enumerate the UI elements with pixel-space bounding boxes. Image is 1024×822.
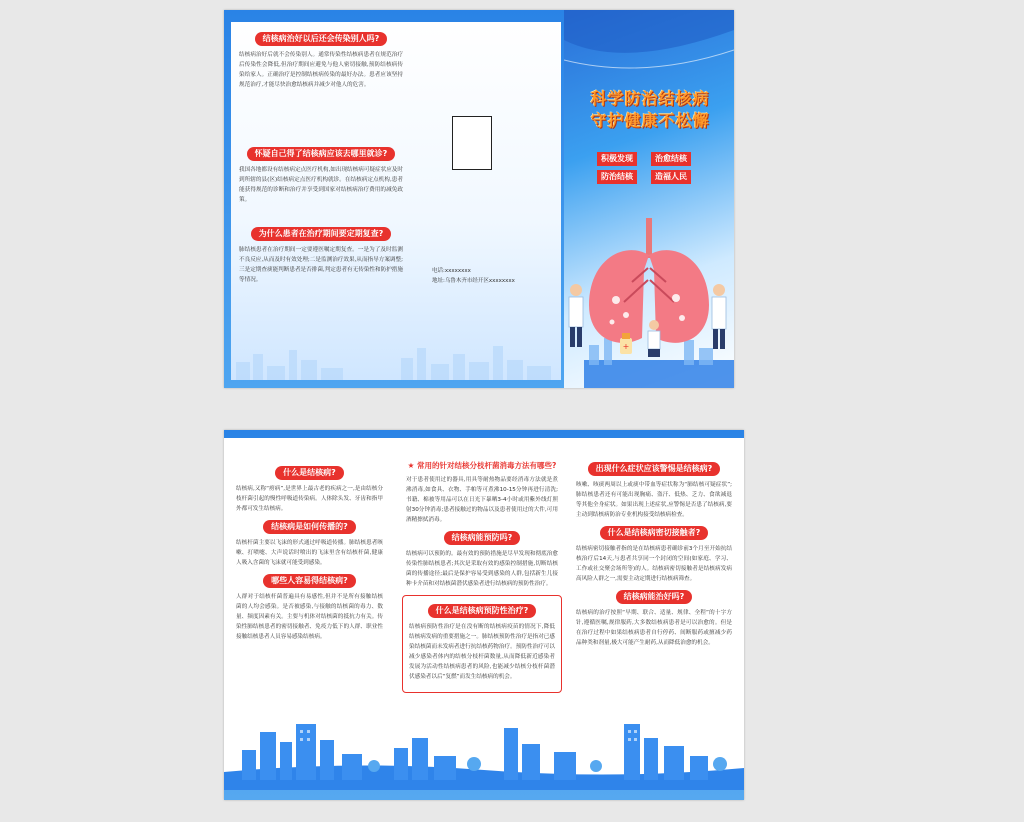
cover-title-line1: 科学防治结核病 bbox=[590, 89, 710, 108]
section-body: 对于患者使用过的器具,用具等耐热物品要经消毒方法就是煮沸消毒,如食具、衣物、手帕等可煮沸10-15分钟再进行清洗;书籍、棉被等用品可以在日光下暴晒3-4小时或用紫外线灯照射30分钟消毒;患者接触过的物品以及患者使用过的大件,可用酒精擦拭消毒。 bbox=[406, 477, 558, 523]
faq-how-spread bbox=[232, 520, 387, 568]
outside-left-panel bbox=[224, 10, 564, 388]
inside-content bbox=[224, 438, 744, 790]
cover-tag: 治愈结核 bbox=[651, 152, 691, 166]
section-body: 结核病的治疗按照“早期、联合、适量、规律、全程”的十字方针,遵循医嘱,规律服药,大多数结核病患者是可以治愈的。但是在治疗过程中如果结核病患者自行停药、间断服药或擅减少药品种类和剂量,极大可能产生耐药,从而降低治愈的机会。 bbox=[576, 610, 732, 646]
qr-code-placeholder bbox=[452, 116, 492, 170]
section-title: 怀疑自己得了结核病应该去哪里就诊? bbox=[247, 147, 396, 161]
section-title: 什么是结核病预防性治疗? bbox=[428, 604, 537, 618]
outside-left-content bbox=[231, 22, 561, 380]
section-title: 出现什么症状应该警惕是结核病? bbox=[588, 462, 721, 476]
star-icon: ★ bbox=[407, 461, 415, 470]
city-skyline-faint bbox=[231, 340, 561, 380]
svg-text:+: + bbox=[622, 342, 630, 351]
cover-wave-decoration bbox=[564, 10, 734, 80]
contact-address: 地址:乌鲁木齐市经开区xxxxxxxx bbox=[432, 278, 515, 284]
section-body: 结核病治好后就不会传染别人。通常传染性结核病患者在规范治疗后传染性会降低,但治疗期间应避免与他人密切接触,预防结核病传染给家人。正确治疗是控制结核病传染的最好办法。患者应该坚持规范治疗,才能尽快治愈结核病并减少对他人的危害。 bbox=[239, 52, 403, 88]
section-title: 常用的针对结核分枝杆菌消毒方法有哪些? bbox=[417, 461, 557, 470]
faq-who-susceptible bbox=[232, 574, 387, 642]
faq-where-to-visit bbox=[231, 147, 411, 213]
faq-symptoms bbox=[572, 462, 736, 520]
cover-tag: 防治结核 bbox=[597, 170, 637, 184]
section-body: 结核病预防性治疗是在没有断的结核病疫苗的情况下,降低结核病发病的重要措施之一。肺结核预防性治疗是指对已感染结核菌而未发病者进行抗结核药物治疗。预防性治疗可以减少感染者体内的结核分枝杆菌数量,从而降低新近感染者发展为活动性结核病患者的风险,也能减少结核分枝杆菌潜伏感染者以后“复燃”而发生结核病的机会。 bbox=[409, 624, 555, 680]
section-body: 结核病,又称“痨病”,是世界上最古老的疾病之一,是由结核分枝杆菌引起的慢性呼吸道传染病。人体除头发、牙齿和指甲外都可发生结核病。 bbox=[236, 486, 383, 512]
section-title: 什么是结核病密切接触者? bbox=[600, 526, 709, 540]
section-body: 结核病可以预防的。最有效的预防措施是尽早发现和彻底治愈传染性肺结核患者;其次是采取有效的感染控制措施,切断结核菌的传播途径;最后是保护容易受到感染的人群,包括新生儿接种卡介苗和对结核菌潜伏感染者进行结核病的预防性治疗。 bbox=[406, 551, 558, 587]
section-body: 人群对于结核杆菌普遍具有易感性,但并不是所有接触结核菌的人均会感染。是否被感染,与接触的结核菌的毒力、数量、频度因素有关。主要与机体对结核菌的抵抗力有关。传染性肺结核患者的密切接触者、免疫力低下的人群、职业性接触结核患者人员容易感染结核病。 bbox=[236, 594, 383, 640]
faq-cured-contagious bbox=[231, 32, 411, 98]
contact-info bbox=[432, 266, 515, 286]
inside-column-1 bbox=[232, 460, 387, 648]
faq-close-contact bbox=[572, 526, 736, 584]
cover-title-line2: 守护健康不松懈 bbox=[590, 111, 710, 130]
faq-preventive-treatment bbox=[402, 595, 562, 693]
section-body: 我国各地都设有结核病定点医疗机构,如出现结核病可疑症状应及时到所辖的县(区)结核病定点医疗机构就诊。在结核病定点机构,患者能获得规范的诊断和治疗并享受到国家对结核病治疗费用的减免政策。 bbox=[239, 167, 403, 203]
faq-curable bbox=[572, 590, 736, 648]
section-title: 结核病能治好吗? bbox=[616, 590, 693, 604]
faq-what-is-tb bbox=[232, 466, 387, 514]
section-title-star bbox=[402, 460, 562, 471]
nurse-figure-icon bbox=[648, 320, 660, 357]
city-skyline bbox=[224, 710, 744, 790]
doctor-figure-left-icon bbox=[569, 284, 583, 347]
section-title: 结核病治好以后还会传染别人吗? bbox=[255, 32, 388, 46]
cover-tag: 造福人民 bbox=[651, 170, 691, 184]
inside-column-2 bbox=[402, 456, 562, 697]
section-title: 为什么患者在治疗期间要定期复查? bbox=[251, 227, 392, 241]
section-title: 哪些人容易得结核病? bbox=[263, 574, 356, 588]
cover-title bbox=[568, 88, 732, 132]
faq-can-prevent bbox=[402, 531, 562, 589]
section-body: 肺结核患者在治疗期间一定要遵医嘱定期复查。一是为了及时监测不良反应,从而及时有效处理;二是监测治疗效果,从而指导方案调整;三是定期查痰能判断患者是否排菌,判定患者有无传染性和防护措施等情况。 bbox=[239, 247, 403, 283]
faq-disinfection bbox=[402, 460, 562, 525]
cover-tag: 积极发现 bbox=[597, 152, 637, 166]
section-title: 结核病能预防吗? bbox=[444, 531, 521, 545]
faq-regular-checkup bbox=[231, 227, 411, 293]
brochure-inside bbox=[224, 430, 744, 800]
section-title: 什么是结核病? bbox=[275, 466, 344, 480]
lungs-illustration bbox=[564, 210, 734, 388]
section-body: 结核杆菌主要以飞沫的形式通过呼吸道传播。肺结核患者咳嗽、打喷嚏、大声说话时喷出的飞沫里含有结核杆菌,健康人吸入含菌的飞沫就可能受到感染。 bbox=[236, 540, 383, 566]
section-body: 结核病密切接触者指的是在结核病患者确诊前3个月至开始抗结核治疗后14天,与患者共享同一个封闭的空间(如家庭、学习、工作或社交聚会场所等)的人。结核病密切接触者是结核病发病高风险人群之一,需要主动定期进行结核病筛查。 bbox=[576, 546, 732, 582]
brochure-outside bbox=[224, 10, 734, 388]
section-body: 咳嗽、咳痰两周以上或痰中带血等症状称为“肺结核可疑症状”;肺结核患者还有可能出现胸痛、盗汗、低热、乏力、食欲减退等其他全身症状。如果出现上述症状,应警惕是否患了结核病,要主动到结核病防治专业机构接受结核病检查。 bbox=[576, 482, 732, 518]
inside-column-3 bbox=[572, 456, 736, 654]
section-title: 结核病是如何传播的? bbox=[263, 520, 356, 534]
contact-phone: 电话:xxxxxxxx bbox=[432, 268, 471, 274]
doctor-figure-right-icon bbox=[712, 284, 726, 349]
